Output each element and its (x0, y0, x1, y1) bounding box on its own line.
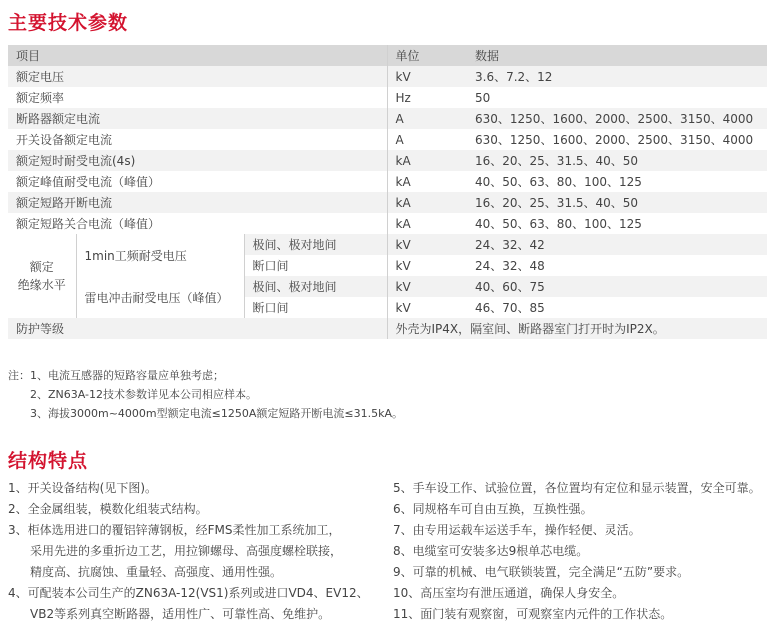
table-row (8, 87, 767, 108)
row-data: 630、1250、1600、2000、2500、3150、4000 (467, 108, 767, 129)
feature-item: 6、同规格车可自由互换，互换性强。 (393, 502, 593, 516)
table-row (8, 192, 767, 213)
row-unit: Hz (387, 87, 467, 108)
row-data: 3.6、7.2、12 (467, 66, 767, 87)
features-right (393, 478, 773, 625)
row-item: 额定电压 (8, 66, 387, 87)
row-unit: A (387, 129, 467, 150)
table-row (8, 234, 767, 255)
structure-heading: 结构特点 (8, 450, 89, 472)
row-item: 额定短时耐受电流(4s) (8, 150, 387, 171)
table-row (8, 150, 767, 171)
feature-item: 采用先进的多重折边工艺，用拉铆螺母、高强度螺栓联接， (30, 544, 343, 558)
insulation-label-line2: 绝缘水平 (17, 278, 66, 292)
row-unit: kV (387, 276, 467, 297)
feature-item: 8、电缆室可安装多达9根单芯电缆。 (393, 544, 589, 558)
row-data: 外壳为IP4X，隔室间、断路器室门打开时为IP2X。 (387, 318, 767, 339)
row-item: 极间、极对地间 (244, 234, 387, 255)
row-item: 额定峰值耐受电流（峰值） (8, 171, 387, 192)
notes-block (8, 366, 403, 423)
note-line: 3、海拔3000m~4000m型额定电流≤1250A额定短路开断电流≤31.5kA。 (30, 407, 403, 420)
feature-item: 10、高压室均有泄压通道，确保人身安全。 (393, 586, 625, 600)
row-item: 开关设备额定电流 (8, 129, 387, 150)
row-data: 24、32、48 (467, 255, 767, 276)
table-row (8, 66, 767, 87)
row-unit: kA (387, 213, 467, 234)
row-data: 50 (467, 87, 767, 108)
row-unit: kV (387, 66, 467, 87)
feature-item: 2、全金属组装，模数化组装式结构。 (8, 502, 208, 516)
row-unit: kV (387, 255, 467, 276)
row-data: 630、1250、1600、2000、2500、3150、4000 (467, 129, 767, 150)
table-row (8, 318, 767, 339)
feature-item: VB2等系列真空断路器，适用性广、可靠性高、免维护。 (30, 607, 331, 621)
header-item: 项目 (8, 45, 387, 66)
table-row (8, 108, 767, 129)
lightning-label: 雷电冲击耐受电压（峰值） (76, 276, 244, 318)
feature-item: 5、手车设工作、试验位置，各位置均有定位和显示装置，安全可靠。 (393, 481, 761, 495)
power-freq-label: 1min工频耐受电压 (76, 234, 244, 276)
row-item: 防护等级 (8, 318, 387, 339)
table-header-row (8, 45, 767, 66)
row-data: 24、32、42 (467, 234, 767, 255)
feature-item: 11、面门装有观察窗，可观察室内元件的工作状态。 (393, 607, 673, 621)
row-item: 额定短路关合电流（峰值） (8, 213, 387, 234)
row-item: 额定频率 (8, 87, 387, 108)
note-line: 注：1、电流互感器的短路容量应单独考虑； (8, 369, 224, 382)
row-unit: A (387, 108, 467, 129)
row-unit: kV (387, 234, 467, 255)
feature-item: 3、柜体选用进口的覆铝锌薄钢板，经FMS柔性加工系统加工， (8, 523, 341, 537)
row-data: 16、20、25、31.5、40、50 (467, 150, 767, 171)
row-data: 46、70、85 (467, 297, 767, 318)
row-data: 16、20、25、31.5、40、50 (467, 192, 767, 213)
row-item: 额定短路开断电流 (8, 192, 387, 213)
feature-item: 1、开关设备结构(见下图)。 (8, 481, 157, 495)
row-item: 极间、极对地间 (244, 276, 387, 297)
table-row (8, 129, 767, 150)
table-row (8, 213, 767, 234)
row-data: 40、60、75 (467, 276, 767, 297)
note-line: 2、ZN63A-12技术参数详见本公司相应样本。 (30, 388, 258, 401)
row-data: 40、50、63、80、100、125 (467, 171, 767, 192)
spec-table (8, 45, 767, 339)
header-unit: 单位 (387, 45, 467, 66)
row-unit: kA (387, 192, 467, 213)
row-unit: kV (387, 297, 467, 318)
feature-item: 4、可配装本公司生产的ZN63A-12(VS1)系列或进口VD4、EV12、 (8, 586, 369, 600)
row-unit: kA (387, 171, 467, 192)
feature-item: 7、由专用运载车运送手车，操作轻便、灵活。 (393, 523, 641, 537)
header-data: 数据 (467, 45, 767, 66)
row-unit: kA (387, 150, 467, 171)
row-item: 断口间 (244, 297, 387, 318)
table-row (8, 171, 767, 192)
row-data: 40、50、63、80、100、125 (467, 213, 767, 234)
features-left (8, 478, 388, 625)
feature-item: 精度高、抗腐蚀、重量轻、高强度、通用性强。 (30, 565, 283, 579)
row-item: 断口间 (244, 255, 387, 276)
insulation-label (8, 234, 76, 318)
spec-heading: 主要技术参数 (8, 12, 129, 34)
feature-item: 9、可靠的机械、电气联锁装置，完全满足“五防”要求。 (393, 565, 690, 579)
table-row (8, 276, 767, 297)
insulation-label-line1: 额定 (29, 260, 54, 274)
row-item: 断路器额定电流 (8, 108, 387, 129)
